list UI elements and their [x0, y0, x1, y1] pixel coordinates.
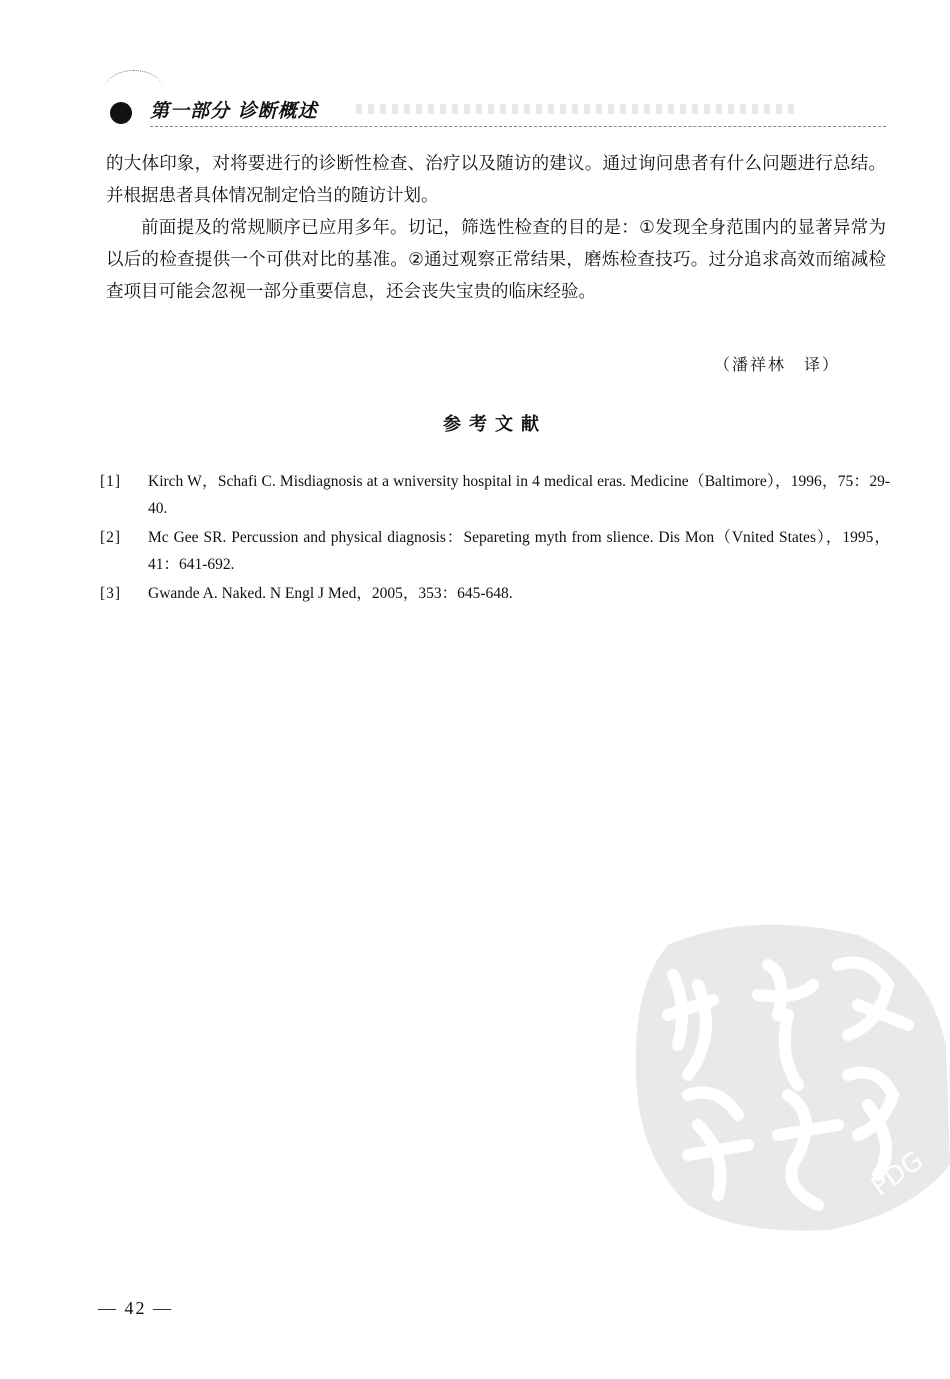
header-rule [150, 126, 886, 127]
references-heading: 参考文献 [443, 414, 547, 435]
reference-number: [3] [100, 585, 122, 602]
bullet-icon [110, 102, 132, 124]
body-text [106, 148, 886, 308]
paragraph: 前面提及的常规顺序已应用多年。切记，筛选性检查的目的是：①发现全身范围内的显著异常为以后的检查提供一个可供对比的基准。②通过观察正常结果，磨炼检查技巧。过分追求高效而缩减检查项目可能会忽视一部分重要信息，还会丧失宝贵的临床经验。 [106, 218, 886, 302]
reference-item [100, 580, 890, 607]
header-faint-text [356, 104, 796, 114]
translator-credit: （潘祥林 译） [713, 355, 840, 374]
running-header [104, 92, 884, 132]
reference-item [100, 524, 890, 578]
seal-stamp-icon [628, 905, 950, 1235]
paragraph: 的大体印象，对将要进行的诊断性检查、治疗以及随访的建议。通过询问患者有什么问题进行总结。并根据患者具体情况制定恰当的随访计划。 [106, 154, 886, 206]
reference-number: [2] [100, 529, 122, 546]
page-number: — 42 — [98, 1298, 173, 1318]
svg-text:PDG: PDG [866, 1145, 930, 1203]
reference-item [100, 468, 890, 522]
reference-text: Mc Gee SR. Percussion and physical diagnosis：Separeting myth from slience. Dis Mon（Vnited States），1995，41：641-692. [148, 529, 890, 573]
reference-number: [1] [100, 473, 122, 490]
section-title: 第一部分 诊断概述 [150, 100, 318, 122]
reference-text: Kirch W，Schafi C. Misdiagnosis at a wniversity hospital in 4 medical eras. Medicine（Baltimore），1996，75：29-40. [148, 473, 890, 517]
reference-list [100, 468, 890, 609]
reference-text: Gwande A. Naked. N Engl J Med，2005，353：645-648. [148, 585, 513, 602]
